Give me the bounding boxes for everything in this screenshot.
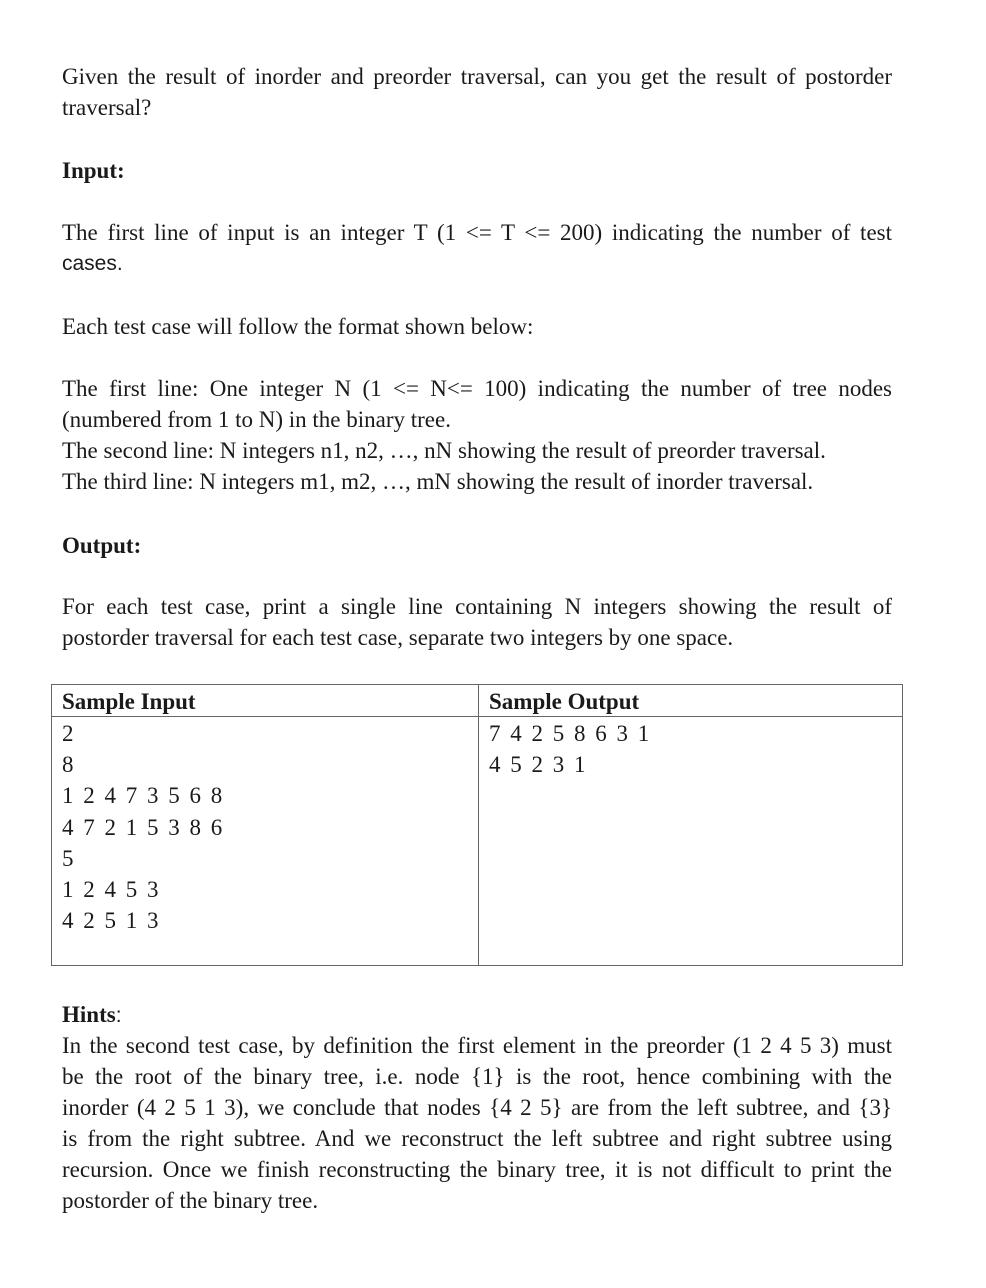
sample-input-header: Sample Input bbox=[62, 689, 196, 714]
sample-input-row: 1 2 4 7 3 5 6 8 bbox=[62, 783, 225, 809]
hints-line-1: In the second test case, by definition the first element in the preorder (1 2 4 5 3) must bbox=[62, 1033, 892, 1058]
sample-input-row: 1 2 4 5 3 bbox=[62, 876, 161, 902]
intro-line-1: Given the result of inorder and preorder traversal, can you get the result of postorder bbox=[62, 64, 892, 89]
input-p1-line-2: cases. bbox=[62, 252, 123, 275]
sample-input-rows bbox=[62, 718, 224, 936]
intro-paragraph bbox=[62, 61, 892, 123]
output-paragraph bbox=[62, 591, 892, 653]
input-p3-line-2: (numbered from 1 to N) in the binary tree. bbox=[62, 407, 451, 432]
hints-line-6: postorder of the binary tree. bbox=[62, 1188, 319, 1213]
hints-label: Hints bbox=[62, 1002, 116, 1027]
sample-output-row: 7 4 2 5 8 6 3 1 bbox=[489, 721, 652, 746]
output-line-1: For each test case, print a single line containing N integers showing the result of bbox=[62, 594, 892, 619]
sample-input-row: 5 bbox=[62, 845, 76, 871]
header-divider bbox=[479, 716, 903, 717]
sample-input-column bbox=[52, 685, 478, 965]
sample-input-row: 4 7 2 1 5 3 8 6 bbox=[62, 814, 225, 840]
sample-table bbox=[51, 684, 903, 966]
input-p1-line-1: The first line of input is an integer T (1 <= T <= 200) indicating the number of test bbox=[62, 220, 892, 245]
hints-title bbox=[62, 999, 892, 1031]
input-paragraph-lines bbox=[62, 373, 892, 497]
sample-output-header: Sample Output bbox=[489, 689, 640, 714]
sample-input-row: 2 bbox=[62, 721, 76, 746]
hints-block bbox=[62, 999, 892, 1213]
sample-output-column bbox=[478, 685, 903, 965]
input-p3-line-3: The second line: N integers n1, n2, …, nN showing the result of preorder traversal. bbox=[62, 438, 826, 463]
sample-input-row: 4 2 5 1 3 bbox=[62, 908, 161, 934]
header-divider bbox=[52, 716, 478, 717]
sample-output-row: 4 5 2 3 1 bbox=[489, 752, 588, 778]
hints-line-3: inorder (4 2 5 1 3), we conclude that nodes {4 2 5} are from the left subtree, and {3} bbox=[62, 1095, 892, 1120]
input-p3-line-4: The third line: N integers m1, m2, …, mN showing the result of inorder traversal. bbox=[62, 469, 814, 494]
output-line-2: postorder traversal for each test case, separate two integers by one space. bbox=[62, 625, 734, 650]
hints-line-5: recursion. Once we finish reconstructing the binary tree, it is not difficult to print the bbox=[62, 1157, 892, 1182]
input-p3-line-1: The first line: One integer N (1 <= N<= 100) indicating the number of tree nodes bbox=[62, 376, 892, 401]
intro-line-2: traversal? bbox=[62, 95, 152, 120]
input-paragraph-t bbox=[62, 217, 892, 279]
hints-colon: : bbox=[115, 1004, 122, 1027]
input-p2: Each test case will follow the format shown below: bbox=[62, 314, 534, 339]
sample-output-rows bbox=[489, 718, 651, 780]
hints-paragraph bbox=[62, 1030, 892, 1216]
sample-input-row: 8 bbox=[62, 752, 76, 778]
hints-line-2: be the root of the binary tree, i.e. node {1} is the root, hence combining with the bbox=[62, 1064, 892, 1089]
input-paragraph-format bbox=[62, 311, 892, 342]
hints-line-4: is from the right subtree. And we reconstruct the left subtree and right subtree using bbox=[62, 1126, 892, 1151]
output-heading: Output: bbox=[62, 533, 142, 558]
input-heading: Input: bbox=[62, 158, 125, 183]
